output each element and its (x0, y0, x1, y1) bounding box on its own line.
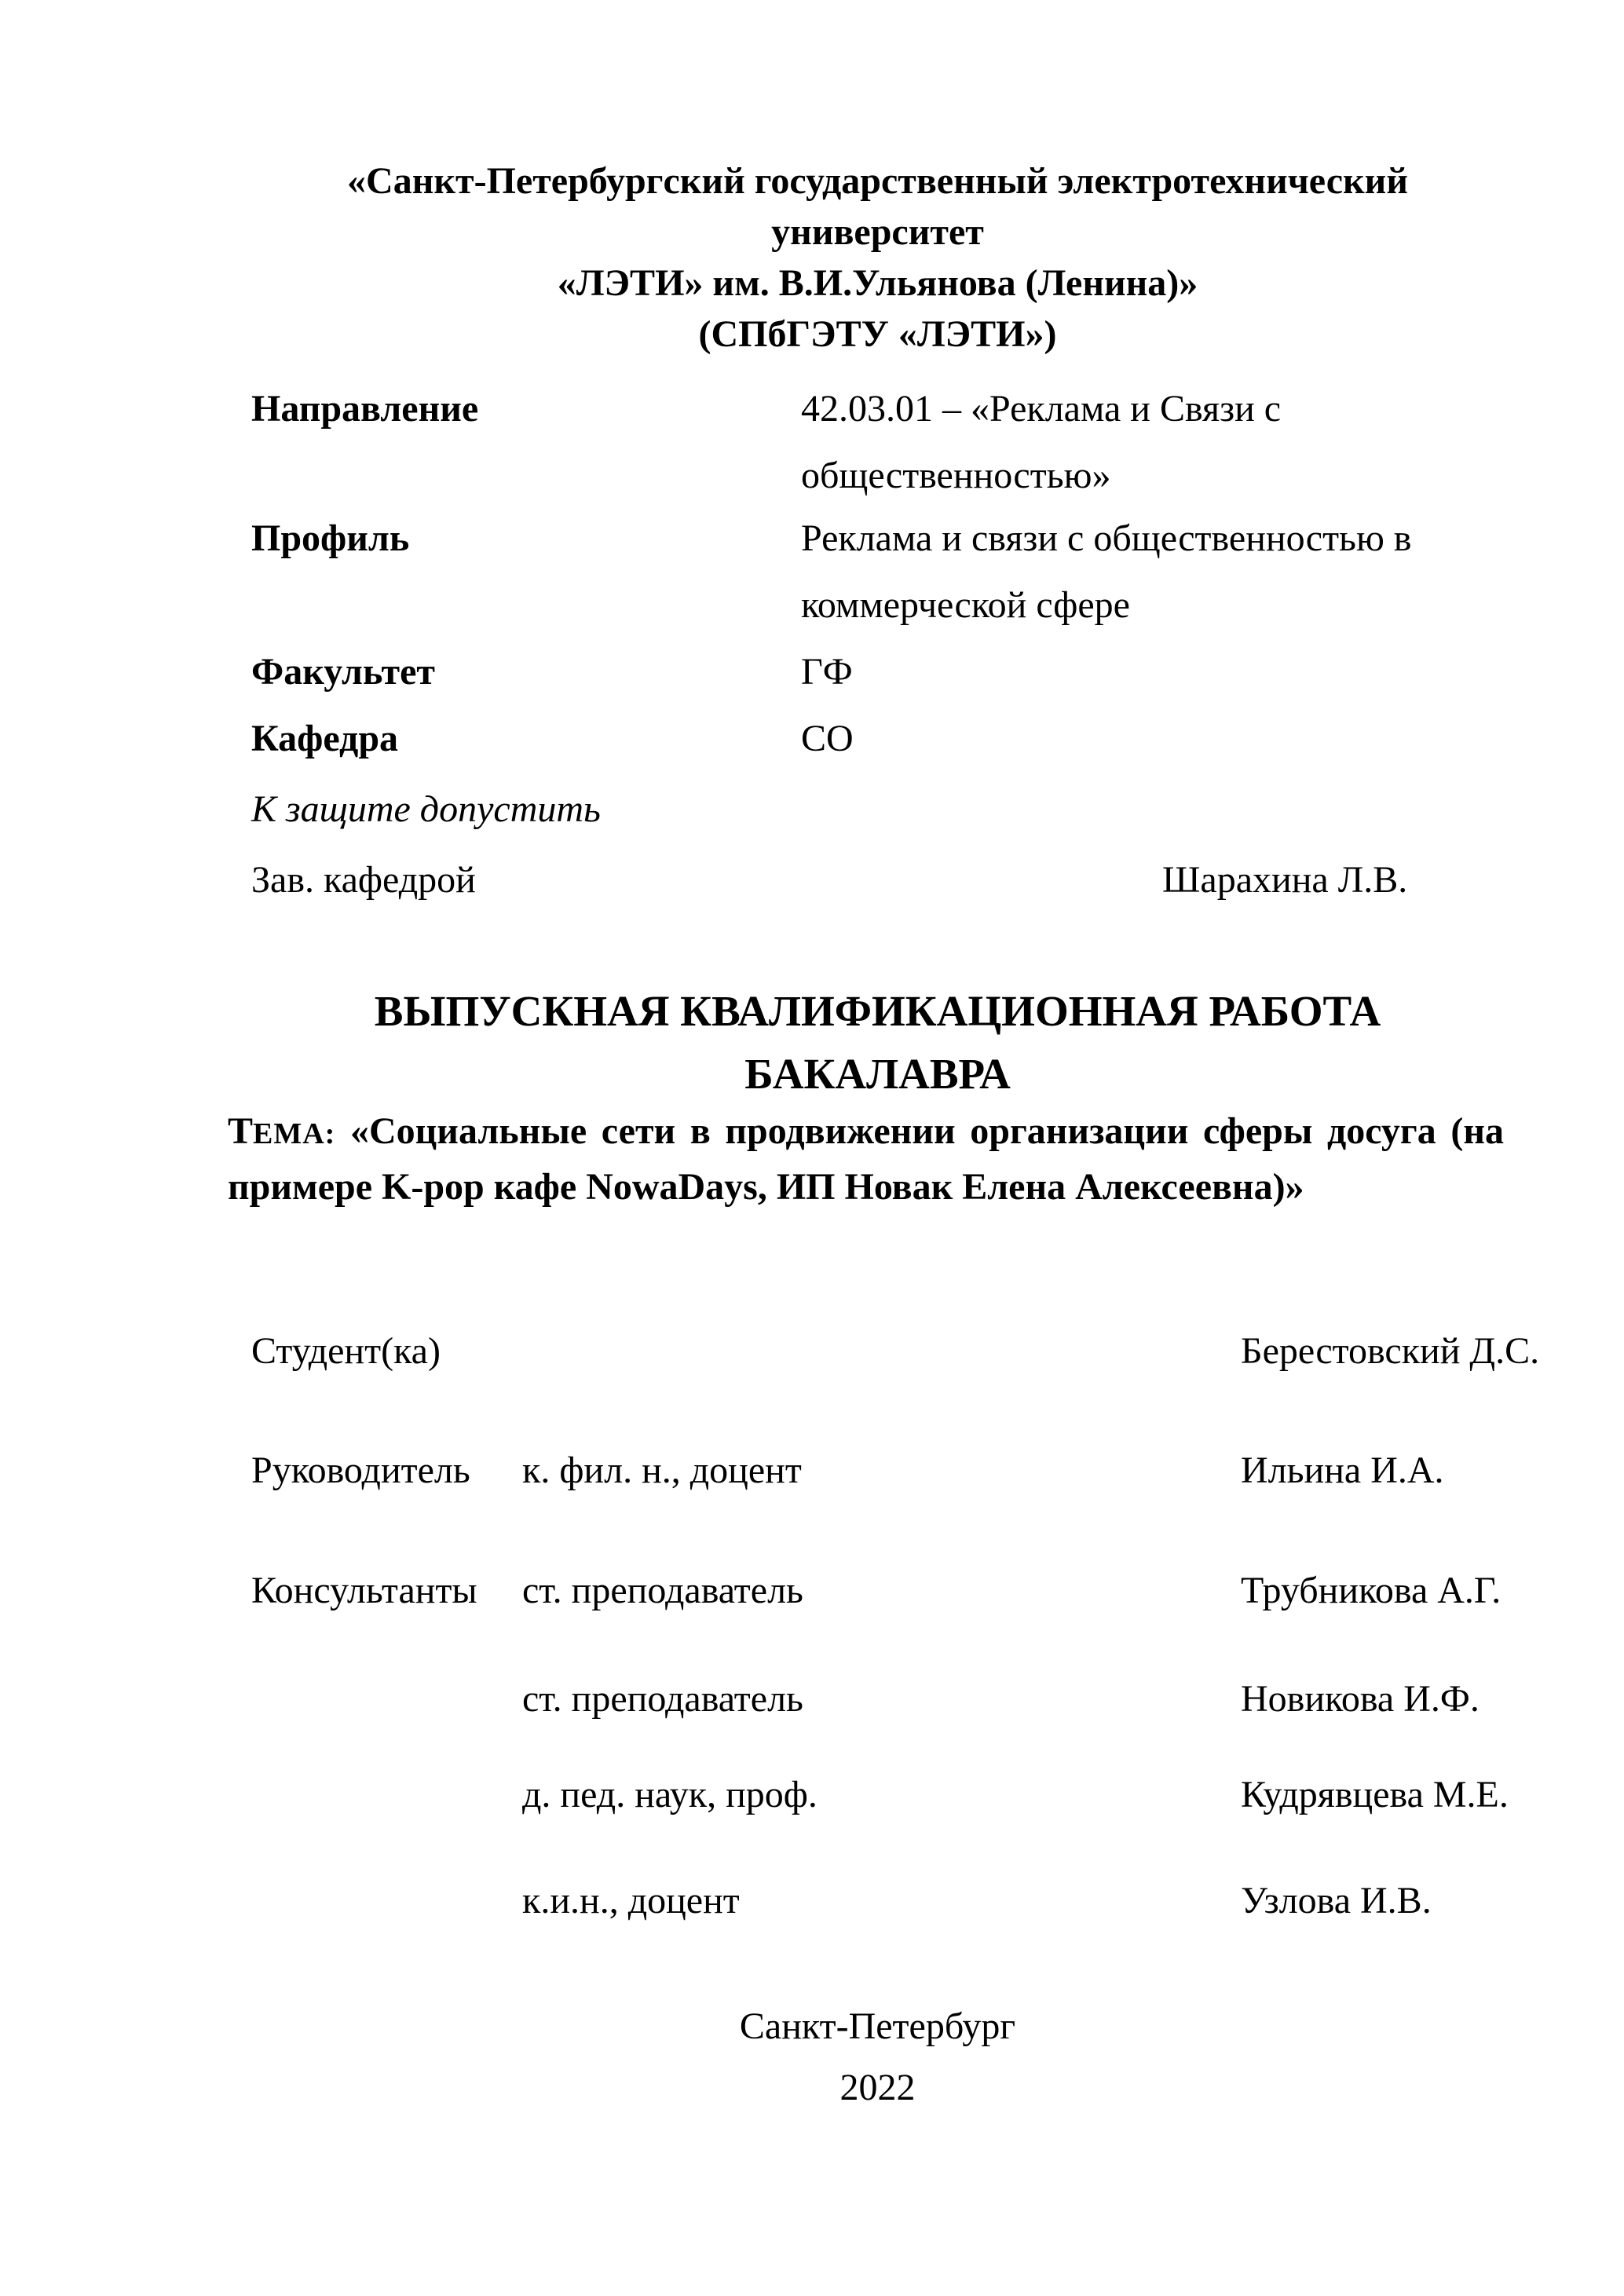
work-title-line-1: ВЫПУСКНАЯ КВАЛИФИКАЦИОННАЯ РАБОТА (374, 987, 1381, 1035)
field-label: Профиль (251, 517, 410, 559)
field-label: Кафедра (251, 718, 399, 759)
field-label: Направление (251, 388, 479, 430)
department-head-label: Зав. кафедрой (251, 859, 476, 901)
signature-name: Кудрявцева М.Е. (1241, 1774, 1509, 1815)
signature-qualification: к.и.н., доцент (522, 1880, 740, 1921)
university-header (251, 155, 1504, 360)
signature-row-student (251, 1330, 1540, 1380)
signature-role: Консультанты (251, 1570, 477, 1611)
signature-row-consultant (251, 1774, 1509, 1823)
signature-row-consultant (251, 1572, 1504, 1619)
department-head-row (251, 861, 1504, 909)
department-head-name: Шарахина Л.В. (1162, 859, 1408, 901)
footer-year: 2022 (839, 2067, 916, 2108)
signature-qualification: ст. преподаватель (522, 1570, 803, 1611)
field-label: Факультет (251, 651, 435, 693)
field-value: ГФ (801, 651, 853, 693)
signature-name: Берестовский Д.С. (1241, 1330, 1540, 1372)
signature-qualification: д. пед. наук, проф. (522, 1774, 817, 1815)
signature-name: Трубникова А.Г. (1241, 1570, 1501, 1611)
signature-row-supervisor (251, 1452, 1504, 1499)
signature-qualification: ст. преподаватель (522, 1678, 803, 1720)
university-name-line: «Санкт-Петербургский государственный электротехнический университет (347, 160, 1408, 253)
field-value: Реклама и связи с общественностью в коммерческой сфере (801, 517, 1412, 626)
signature-role: Руководитель (251, 1450, 470, 1491)
footer-city: Санкт-Петербург (739, 2005, 1016, 2047)
field-row-faculty (251, 638, 1504, 705)
theme-label-cap: Т (228, 1110, 254, 1152)
signature-qualification: к. фил. н., доцент (522, 1450, 802, 1491)
signature-row-consultant (251, 1680, 1504, 1727)
university-name-line: «ЛЭТИ» им. В.И.Ульянова (Ленина)» (557, 262, 1198, 304)
theme-label-small: ЕМА: (253, 1117, 336, 1150)
theme-label (228, 1110, 335, 1152)
thesis-theme (228, 1105, 1504, 1213)
admission-note: К защите допустить (251, 788, 601, 830)
signature-name: Узлова И.В. (1241, 1880, 1432, 1921)
signature-row-consultant (251, 1882, 1504, 1929)
field-row-chair (251, 705, 1504, 772)
field-row-profile (251, 505, 1504, 638)
work-title-line-2: БАКАЛАВРА (744, 1050, 1011, 1098)
university-abbreviation-line: (СПбГЭТУ «ЛЭТИ») (698, 313, 1057, 355)
signature-role: Студент(ка) (251, 1330, 441, 1372)
signature-name: Новикова И.Ф. (1241, 1678, 1480, 1720)
signature-name: Ильина И.А. (1241, 1450, 1444, 1491)
field-value: СО (801, 718, 854, 759)
field-value: 42.03.01 – «Реклама и Связи с общественностью» (801, 388, 1282, 496)
field-row-direction (251, 375, 1504, 509)
theme-text: «Социальные сети в продвижении организации сферы досуга (на примере K-pop кафе NowaDays, ИП Новак Елена Алексеевна)» (228, 1110, 1504, 1208)
